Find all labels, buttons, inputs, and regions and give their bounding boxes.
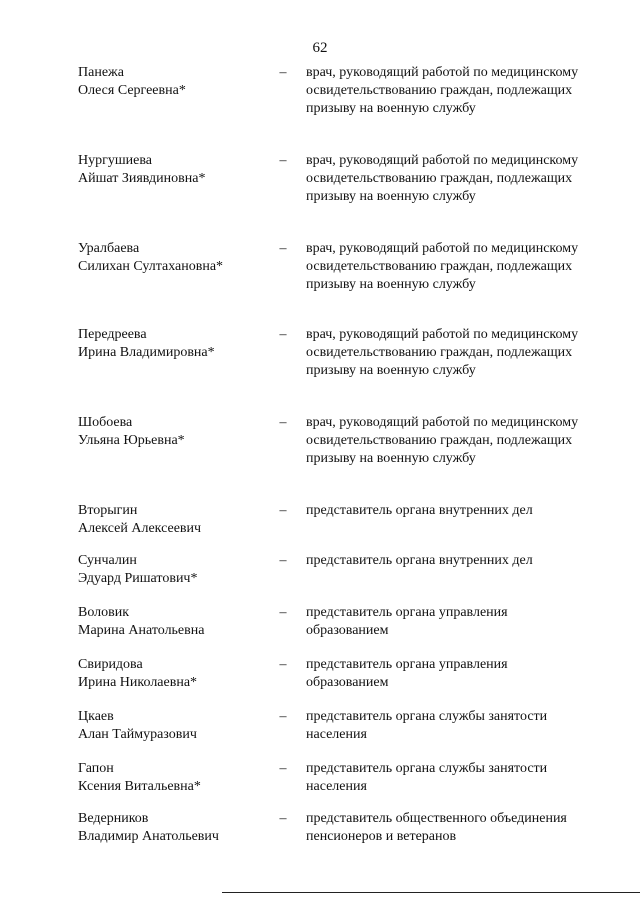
member-name [78, 414, 268, 450]
member-given-name: Ксения Витальевна* [78, 779, 201, 794]
dash-separator: – [279, 415, 287, 430]
member-name [78, 326, 268, 362]
member-surname: Цкаев [78, 709, 114, 724]
dash-separator: – [279, 553, 287, 568]
member-given-name: Силихан Султахановна* [78, 259, 224, 274]
member-surname: Нургушиева [78, 153, 152, 168]
member-name [78, 64, 268, 100]
member-given-name: Айшат Зиявдиновна* [78, 171, 206, 186]
member-name [78, 656, 268, 692]
member-name [78, 240, 268, 276]
member-role: представитель органа управления образованием [306, 657, 508, 690]
member-name [78, 152, 268, 188]
bottom-divider [222, 892, 640, 893]
member-given-name: Ирина Николаевна* [78, 675, 198, 690]
member-role: врач, руководящий работой по медицинскому освидетельствованию граждан, подлежащих призыву на военную службу [306, 415, 579, 466]
member-role: представитель органа управления образованием [306, 605, 508, 638]
member-given-name: Ульяна Юрьевна* [78, 433, 185, 448]
member-surname: Свиридова [78, 657, 143, 672]
member-surname: Вторыгин [78, 503, 138, 518]
member-given-name: Ирина Владимировна* [78, 345, 215, 360]
member-surname: Воловик [78, 605, 130, 620]
member-surname: Сунчалин [78, 553, 137, 568]
member-role: представитель органа службы занятости населения [306, 709, 548, 742]
member-given-name: Марина Анатольевна [78, 623, 205, 638]
dash-separator: – [279, 327, 287, 342]
member-role: врач, руководящий работой по медицинскому освидетельствованию граждан, подлежащих призыву на военную службу [306, 153, 579, 204]
member-role: представитель органа службы занятости населения [306, 761, 548, 794]
dash-separator: – [279, 605, 287, 620]
member-name [78, 502, 268, 538]
dash-separator: – [279, 503, 287, 518]
member-name [78, 604, 268, 640]
dash-separator: – [279, 811, 287, 826]
member-name [78, 760, 268, 796]
member-surname: Уралбаева [78, 241, 140, 256]
member-role: врач, руководящий работой по медицинскому освидетельствованию граждан, подлежащих призыву на военную службу [306, 65, 579, 116]
dash-separator: – [279, 65, 287, 80]
member-surname: Шобоева [78, 415, 133, 430]
member-given-name: Алексей Алексеевич [78, 521, 202, 536]
member-given-name: Олеся Сергеевна* [78, 83, 186, 98]
member-given-name: Эдуард Ришатович* [78, 571, 198, 586]
member-name [78, 552, 268, 588]
page-number: 62 [312, 40, 328, 56]
member-name [78, 810, 268, 846]
dash-separator: – [279, 241, 287, 256]
dash-separator: – [279, 657, 287, 672]
member-role: представитель общественного объединения пенсионеров и ветеранов [306, 811, 567, 844]
member-role: врач, руководящий работой по медицинскому освидетельствованию граждан, подлежащих призыву на военную службу [306, 327, 579, 378]
dash-separator: – [279, 761, 287, 776]
dash-separator: – [279, 709, 287, 724]
member-role: врач, руководящий работой по медицинскому освидетельствованию граждан, подлежащих призыву на военную службу [306, 241, 579, 292]
member-surname: Передреева [78, 327, 147, 342]
member-role: представитель органа внутренних дел [306, 503, 533, 518]
member-surname: Панежа [78, 65, 124, 80]
member-surname: Гапон [78, 761, 114, 776]
member-given-name: Алан Таймуразович [78, 727, 197, 742]
member-surname: Ведерников [78, 811, 149, 826]
member-given-name: Владимир Анатольевич [78, 829, 219, 844]
dash-separator: – [279, 153, 287, 168]
member-role: представитель органа внутренних дел [306, 553, 533, 568]
member-name [78, 708, 268, 744]
